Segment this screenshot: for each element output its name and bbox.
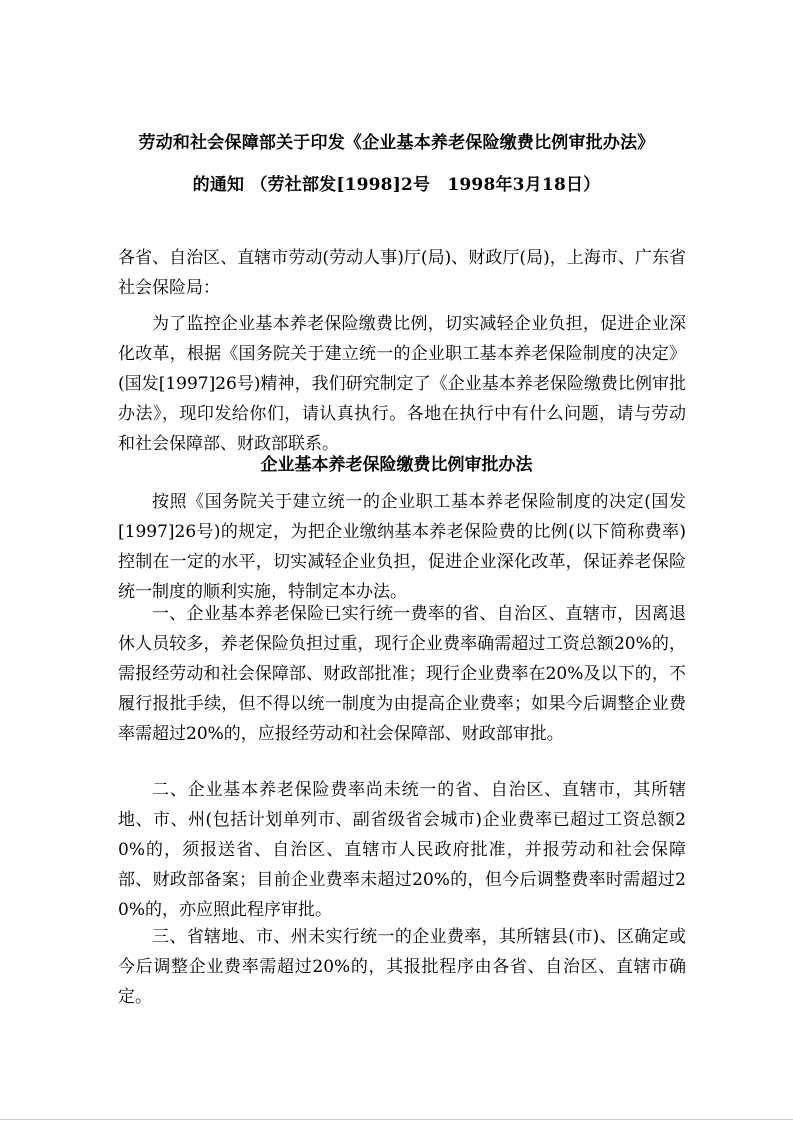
item-2-paragraph: 二、企业基本养老保险费率尚未统一的省、自治区、直辖市，其所辖地、市、州(包括计划单列市、副省级省会城市)企业费率已超过工资总额20%的，须报送省、自治区、直辖市人民政府批准，并报劳动和社会保障部、财政部备案；目前企业费率未超过20%的，但今后调整费率时需超过20%的，亦应照此程序审批。 [118, 780, 686, 920]
item-3-paragraph: 三、省辖地、市、州未实行统一的企业费率，其所辖县(市)、区确定或今后调整企业费率需超过20%的，其报批程序由各省、自治区、直辖市确定。 [118, 927, 686, 1007]
addressee-paragraph: 各省、自治区、直辖市劳动(劳动人事)厅(局)、财政厅(局)，上海市、广东省社会保险局： [118, 248, 686, 298]
document-title-line-1: 劳动和社会保障部关于印发《企业基本养老保险缴费比例审批办法》 [138, 133, 655, 153]
basis-paragraph: 按照《国务院关于建立统一的企业职工基本养老保险制度的决定(国发[1997]26号)的规定，为把企业缴纳基本养老保险费的比例(以下简称费率)控制在一定的水平，切实减轻企业负担，促进企业深化改革，保证养老保险统一制度的顺利实施，特制定本办法。 [118, 492, 686, 602]
item-1-paragraph: 一、企业基本养老保险已实行统一费率的省、自治区、直辖市，因离退休人员较多，养老保险负担过重，现行企业费率确需超过工资总额20%的，需报经劳动和社会保障部、财政部批准；现行企业费率在20%及以下的，不履行报批手续，但不得以统一制度为由提高企业费率；如果今后调整企业费率需超过20%的，应报经劳动和社会保障部、财政部审批。 [118, 604, 686, 744]
page-bottom-divider [0, 1119, 793, 1120]
section-subtitle: 企业基本养老保险缴费比例审批办法 [260, 455, 533, 475]
document-title-line-2: 的通知 （劳社部发[1998]2号 1998年3月18日） [192, 175, 601, 195]
intro-paragraph: 为了监控企业基本养老保险缴费比例，切实减轻企业负担，促进企业深化改革，根据《国务院关于建立统一的企业职工基本养老保险制度的决定》(国发[1997]26号)精神，我们研究制定了《企业基本养老保险缴费比例审批办法》，现印发给你们，请认真执行。各地在执行中有什么问题，请与劳动和社会保障部、财政部联系。 [118, 314, 686, 454]
